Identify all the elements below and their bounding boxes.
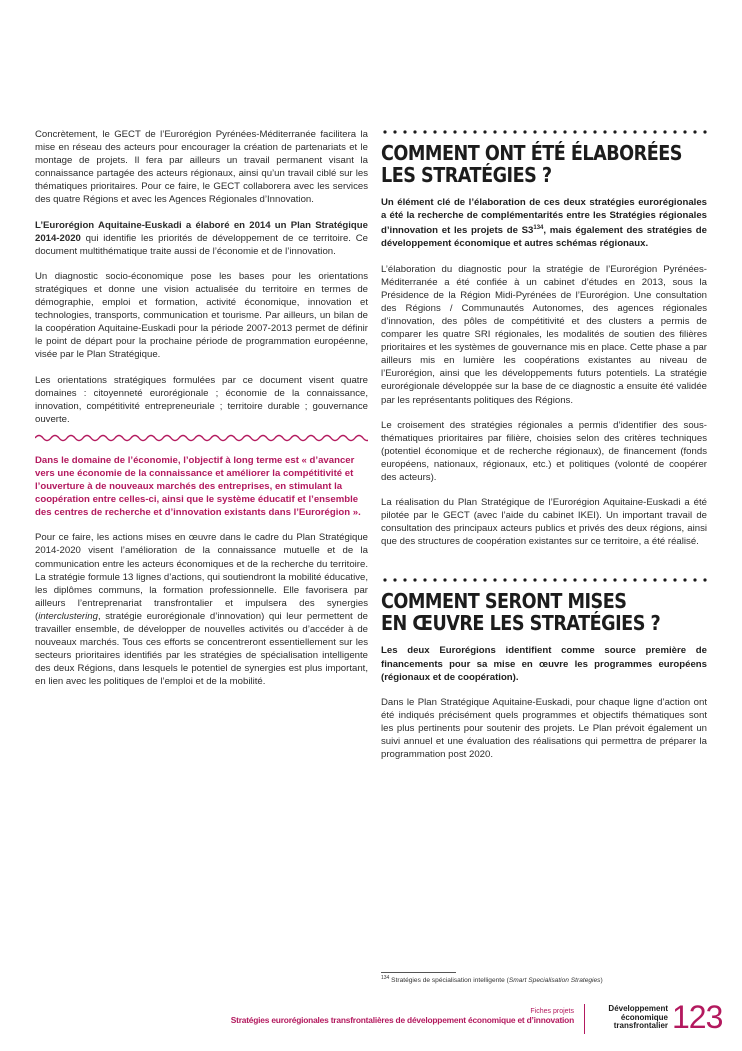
footer-divider <box>584 1004 585 1034</box>
footnote-text: Stratégies de spécialisation intelligente ( <box>389 977 509 985</box>
heading-line: COMMENT ONT ÉTÉ ÉLABORÉES <box>381 141 682 165</box>
footer-category: Fiches projets <box>530 1008 574 1015</box>
lead-paragraph <box>381 196 707 251</box>
paragraph: Dans le Plan Stratégique Aquitaine-Euskadi, pour chaque ligne d’action ont été indiqués précisément quels programmes et objectifs thématiques sont les plus pertinents pour soutenir des projets. Le Plan prévoit également un suivi annuel et une évaluation des réalisations qui permettra de préparer la programmation post 2020. <box>381 696 707 761</box>
paragraph-text: , stratégie eurorégionale d’innovation) qui leur permettent de travailler ensemble, de développer de nouvelles activités ou d’accéder à de nouveaux marchés. Tous ces efforts se concentreront essentiellement sur les secteurs prioritaires identifiés par les stratégies de spécialisation intelligente des deux Régions, dans lesquels le potentiel de synergies est plus important, en lien avec les politiques de l’emploi et de la mobilité. <box>35 610 368 688</box>
lead-paragraph: Les deux Eurorégions identifient comme source première de financements pour sa mise en œuvre les programmes européens (régionaux et de coopération). <box>381 645 707 683</box>
heading-line: COMMENT SERONT MISES <box>381 589 627 614</box>
right-column <box>381 128 707 773</box>
left-column <box>35 128 368 700</box>
footer-section-label <box>590 1005 668 1031</box>
wavy-divider <box>35 432 368 444</box>
section-heading <box>381 590 708 634</box>
footnote-rule <box>381 972 456 973</box>
section-heading <box>381 142 708 186</box>
footer-section-line: Développement <box>608 1004 668 1013</box>
bold-lead: L’Eurorégion Aquitaine-Euskadi a élaboré en 2014 un Plan Stratégique 2014-2020 <box>35 219 368 244</box>
heading-line: EN ŒUVRE LES STRATÉGIES ? <box>381 611 661 636</box>
footnote-ref[interactable]: 134 <box>533 225 544 232</box>
italic-term: interclustering <box>38 610 98 622</box>
footnote-text: ) <box>600 977 603 985</box>
lead-text: , mais également des stratégies de développement économique et autres schémas régionaux. <box>381 225 707 250</box>
lead-text: Un élément clé de l’élaboration de ces deux stratégies eurorégionales a été la recherche de complémentarités entre les Stratégies régionales d’innovation et les projets de S3 <box>381 197 707 237</box>
footnote-number: 134 <box>381 975 390 981</box>
dotted-separator <box>381 576 707 584</box>
heading-line: LES STRATÉGIES ? <box>381 163 552 187</box>
dotted-separator <box>381 128 707 136</box>
highlight-quote: Dans le domaine de l’économie, l’objectif à long terme est « d’avancer vers une économie de la connaissance et améliorer la compétitivité et l’ouverture à de nouveaux marchés des entreprises, en stimulant la coopération entre celles-ci, ainsi que le système éducatif et l’ensemble des centres de recherche et d’innovation existants dans l’Eurorégion ». <box>35 454 361 519</box>
footer-section-line: économique <box>620 1012 668 1022</box>
paragraph: Les orientations stratégiques formulées par ce document visent quatre domaines : citoyenneté eurorégionale ; économie de la connaissance, innovation, compétitivité entrepreneuriale ; territoire durable ; gouvernance ouverte. <box>35 374 368 425</box>
paragraph: L’élaboration du diagnostic pour la stratégie de l’Eurorégion Pyrénées-Méditerranée a été confiée à un cabinet d’études en 2013, sous la Présidence de la Région Midi-Pyrénées de l’Eurorégion. Une consultation des Régions / Communautés Autonomes, des agences régionales d’innovation, des pôles de compétitivité et des clusters a permis de comparer les quatre SRI régionales, les modalités de soutien des filières prioritaires et les systèmes de gouvernance mis en place. Cette phase a par ailleurs mis en lumière les coopérations existantes au niveau de l’Eurorégion, ainsi que les développements futurs potentiels. La stratégie eurorégionale développée sur la base de ce diagnostic a ensuite été validée par les représentants politiques des Régions. <box>381 263 707 406</box>
paragraph-text: Pour ce faire, les actions mises en œuvre dans le cadre du Plan Stratégique 2014-2020 visent l’amélioration de la connaissance mutuelle et de la communication entre les acteurs économiques et de la recherche du territoire. La stratégie formule 13 lignes d’actions, qui soutiendront la mobilité éducative, les diplômes communs, la formation professionnelle. Elle favorisera par ailleurs l’entreprenariat transfrontalier et impulsera des synergies ( <box>35 532 368 622</box>
footnote <box>381 975 711 984</box>
paragraph: Le croisement des stratégies régionales a permis d’identifier des sous-thématiques prioritaires par filière, choisies selon des critères techniques (potentiel économique et de recherche régionaux), de financement (fonds européens, nationaux, régionaux, etc.) et politiques (volonté de coopérer des acteurs). <box>381 419 707 483</box>
footer-section-line: transfrontalier <box>613 1021 668 1031</box>
paragraph <box>35 219 368 258</box>
paragraph: La réalisation du Plan Stratégique de l’Eurorégion Aquitaine-Euskadi a été pilotée par le GECT (avec l’aide du cabinet IKEI). Un important travail de consultation des principaux acteurs publics et privés des deux régions, ainsi que des structures de coopération existantes sur ce territoire, a été réalisé. <box>381 497 707 548</box>
footer-caption <box>231 1008 574 1025</box>
page-number: 123 <box>672 999 723 1035</box>
paragraph <box>35 531 368 688</box>
paragraph-text: qui identifie les priorités de développement de ce territoire. Ce document multithématique traite aussi de l’économie et de l’innovation. <box>35 232 368 257</box>
paragraph: Concrètement, le GECT de l’Eurorégion Pyrénées-Méditerranée facilitera la mise en réseau des acteurs pour encourager la création de partenariats et le montage de projets. Il fera par ailleurs un travail permanent visant la connaissance partagée des acteurs régionaux, ainsi qu’un travail ciblé sur les thématiques prioritaires. Pour ce faire, le GECT collaborera avec les services des quatre Régions et avec les Agences Régionales d’Innovation. <box>35 129 368 206</box>
footer-title: Stratégies eurorégionales transfrontalières de développement économique et d’innovation <box>230 1015 574 1025</box>
paragraph: Un diagnostic socio-économique pose les bases pour les orientations stratégiques et donne une vision actualisée du territoire en termes de démographie, emploi et formation, activité économique, innovation et technologies, transports, communication et tourisme. Par ailleurs, un bilan de la coopération Aquitaine-Euskadi pour la période 2007-2013 permet de définir le point de départ pour la prochaine période de programmation européenne, visée par le Plan Stratégique. <box>35 270 368 361</box>
footnote-italic: Smart Specialisation Strategies <box>508 977 601 985</box>
